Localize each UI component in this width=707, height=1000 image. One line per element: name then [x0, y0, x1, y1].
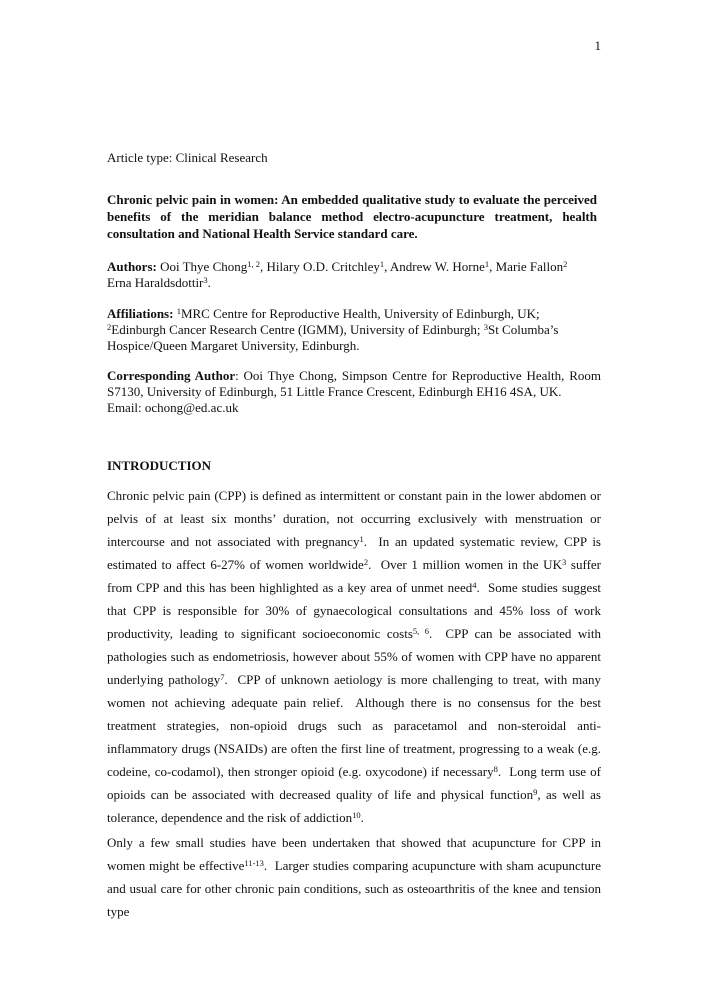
corresponding-author: Corresponding Author: Ooi Thye Chong, Simpson Centre for Reproductive Health, Room S7130, University of Edinburgh, 51 Little France Crescent, Edinburgh EH16 4SA, UK. Email: ochong@ed.ac.uk [107, 368, 605, 415]
paper-title: Chronic pelvic pain in women: An embedded qualitative study to evaluate the perceived benefits of the meridian balance method electro-acupuncture treatment, health consultation and National Health Service standard care. [107, 192, 601, 241]
intro-paragraph-2: Only a few small studies have been undertaken that showed that acupuncture for CPP in women might be effective$^{11-13}$. Larger studies comparing acupuncture with sham acupuncture and usual care for other chronic pain conditions, such as osteoarthritis of the knee and tension type [107, 835, 605, 919]
page-number: 1 [594, 38, 601, 53]
authors-line: Authors: Ooi Thye Chong$^{1, 2}$, Hilary O.D. Critchley$^1$, Andrew W. Horne$^1$, Marie Fallon$^2$ Erna Haraldsdottir$^3$. [107, 259, 568, 290]
affiliations: Affiliations: $^1$MRC Centre for Reproductive Health, University of Edinburgh, UK; $^2$Edinburgh Cancer Research Centre (IGMM), University of Edinburgh; $^3$St Columba’s Hospice/Queen Margaret University, Edinburgh. [107, 306, 562, 353]
intro-paragraph-1: Chronic pelvic pain (CPP) is defined as intermittent or constant pain in the lower abdomen or pelvis of at least six months’ duration, not occurring exclusively with menstruation or intercourse and not associated with pregnancy$^1$. In an updated systematic review, CPP is estimated to affect 6-27% of women worldwide$^2$. Over 1 million women in the $UK^3$ suffer from CPP and this has been highlighted as a key area of unmet need$^4$. Some studies suggest that CPP is responsible for 30% of gynaecological consultations and 45% loss of work productivity, leading to significant socioeconomic costs$^{5, 6}$. CPP can be associated with pathologies such as endometriosis, however about 55% of women with CPP have no apparent underlying pathology$^7$. CPP of unknown aetiology is more challenging to treat, with many women not achieving adequate pain relief. Although there is no consensus for the best treatment strategies, non-opioid drugs such as paracetamol and non-steroidal anti-inflammatory drugs (NSAIDs) are often the first line of treatment, progressing to a weak (e.g. codeine, co-codamol), then stronger opioid (e.g. oxycodone) if necessary$^8$. Long term use of opioids can be associated with decreased quality of life and physical function$^9$, as well as tolerance, dependence and the risk of addiction$^{10}$. [107, 488, 605, 825]
article-type-label: Article type: Clinical Research [107, 150, 268, 165]
introduction-heading: INTRODUCTION [107, 458, 212, 473]
